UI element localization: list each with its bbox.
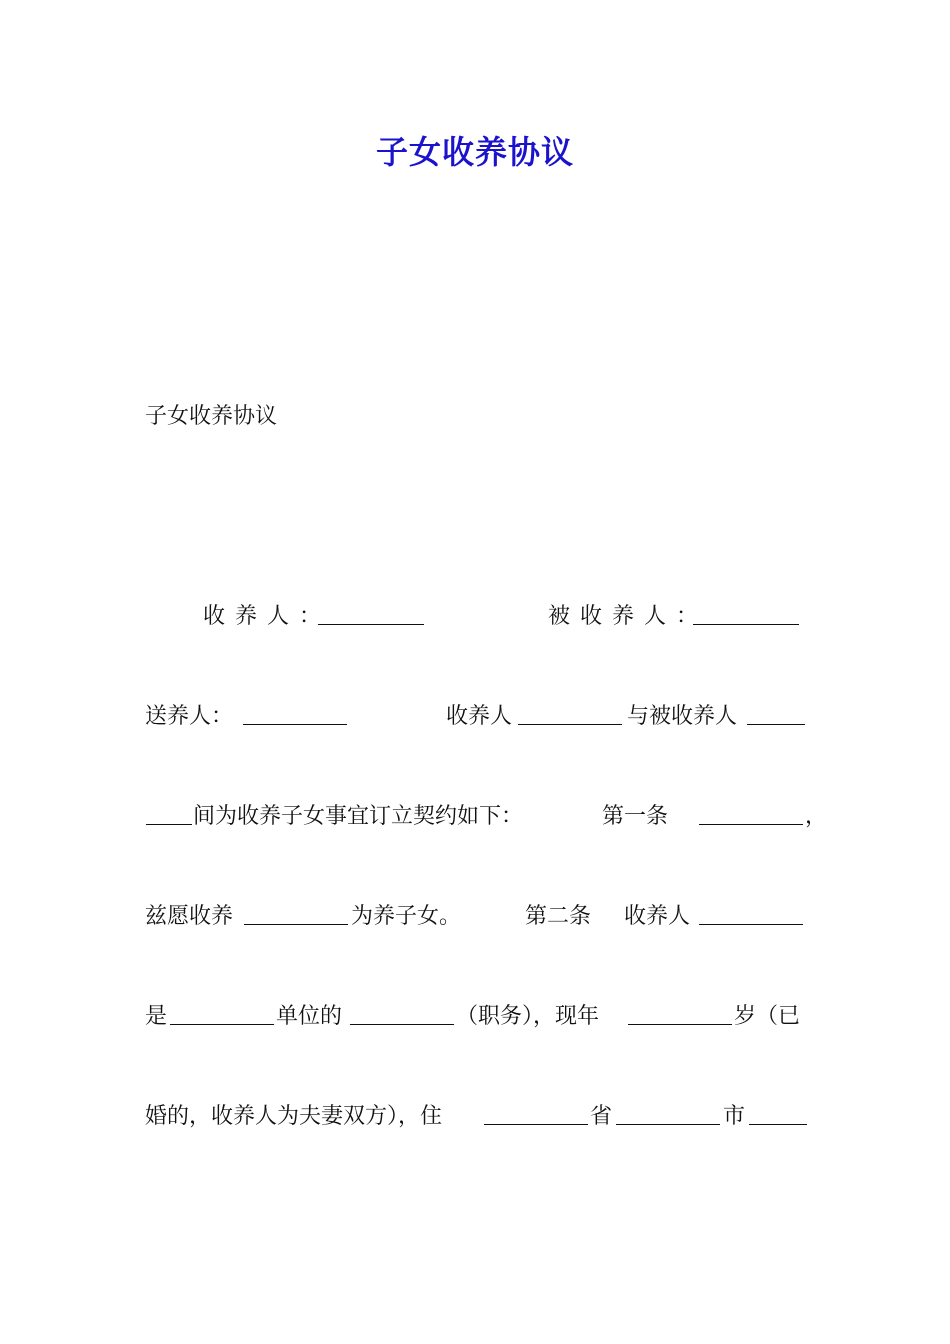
line3-text-c: ， <box>805 804 828 829</box>
sender-label: 送养人： <box>145 704 234 729</box>
text-line-5 <box>145 1000 810 1034</box>
fill-blank <box>693 600 799 625</box>
text-line-3 <box>145 800 828 834</box>
line5-blank-3 <box>627 1000 733 1036</box>
line2-text-b: 与被收养人 <box>627 704 738 729</box>
line3-text-a: 间为收养子女事宜订立契约如下： <box>193 804 524 829</box>
line5-blank-2 <box>349 1000 455 1036</box>
fill-blank <box>350 1000 454 1025</box>
fill-blank <box>484 1100 588 1125</box>
sender-blank <box>242 700 348 736</box>
line5-text-a: 是 <box>145 1004 168 1029</box>
adoptee-blank <box>692 600 800 636</box>
line5-blank-1 <box>169 1000 275 1036</box>
line4-text-c: 第二条 <box>525 904 592 929</box>
text-line-1 <box>145 600 810 634</box>
line3-text-b: 第一条 <box>602 804 669 829</box>
adopter-blank <box>317 600 425 636</box>
adopter-label: 收养人： <box>203 604 332 629</box>
line6-blank-1 <box>483 1100 589 1136</box>
line6-blank-3 <box>748 1100 808 1136</box>
fill-blank <box>170 1000 274 1025</box>
line2-text-a: 收养人 <box>446 704 513 729</box>
document-subtitle: 子女收养协议 <box>145 404 278 429</box>
line2-blank-1 <box>517 700 623 736</box>
line5-text-b: 单位的 <box>276 1004 343 1029</box>
fill-blank <box>699 900 803 925</box>
document-title: 子女收养协议 <box>375 133 574 171</box>
fill-blank <box>628 1000 732 1025</box>
fill-blank <box>244 900 348 925</box>
line6-text-b: 省 <box>590 1104 613 1129</box>
line3-blank-2 <box>698 800 804 836</box>
fill-blank <box>146 800 192 825</box>
line3-blank-1 <box>145 800 193 836</box>
line6-text-a: 婚的，收养人为夫妻双方），住 <box>145 1104 443 1129</box>
line4-blank-2 <box>698 900 804 936</box>
fill-blank <box>749 1100 807 1125</box>
line4-text-b: 为养子女。 <box>351 904 462 929</box>
fill-blank <box>616 1100 720 1125</box>
line5-text-d: 岁（已 <box>734 1004 801 1029</box>
line4-text-d: 收养人 <box>624 904 691 929</box>
fill-blank <box>243 700 347 725</box>
fill-blank <box>318 600 424 625</box>
line4-blank-1 <box>243 900 349 936</box>
text-line-4 <box>145 900 810 934</box>
line6-blank-2 <box>615 1100 721 1136</box>
fill-blank <box>699 800 803 825</box>
fill-blank <box>518 700 622 725</box>
line2-blank-2 <box>746 700 806 736</box>
fill-blank <box>747 700 805 725</box>
text-line-6 <box>145 1100 810 1134</box>
adoptee-label: 被收养人： <box>548 604 709 629</box>
line6-text-c: 市 <box>723 1104 746 1129</box>
line5-text-c: （职务），现年 <box>456 1004 600 1029</box>
line4-text-a: 兹愿收养 <box>145 904 234 929</box>
text-line-2 <box>145 700 810 734</box>
